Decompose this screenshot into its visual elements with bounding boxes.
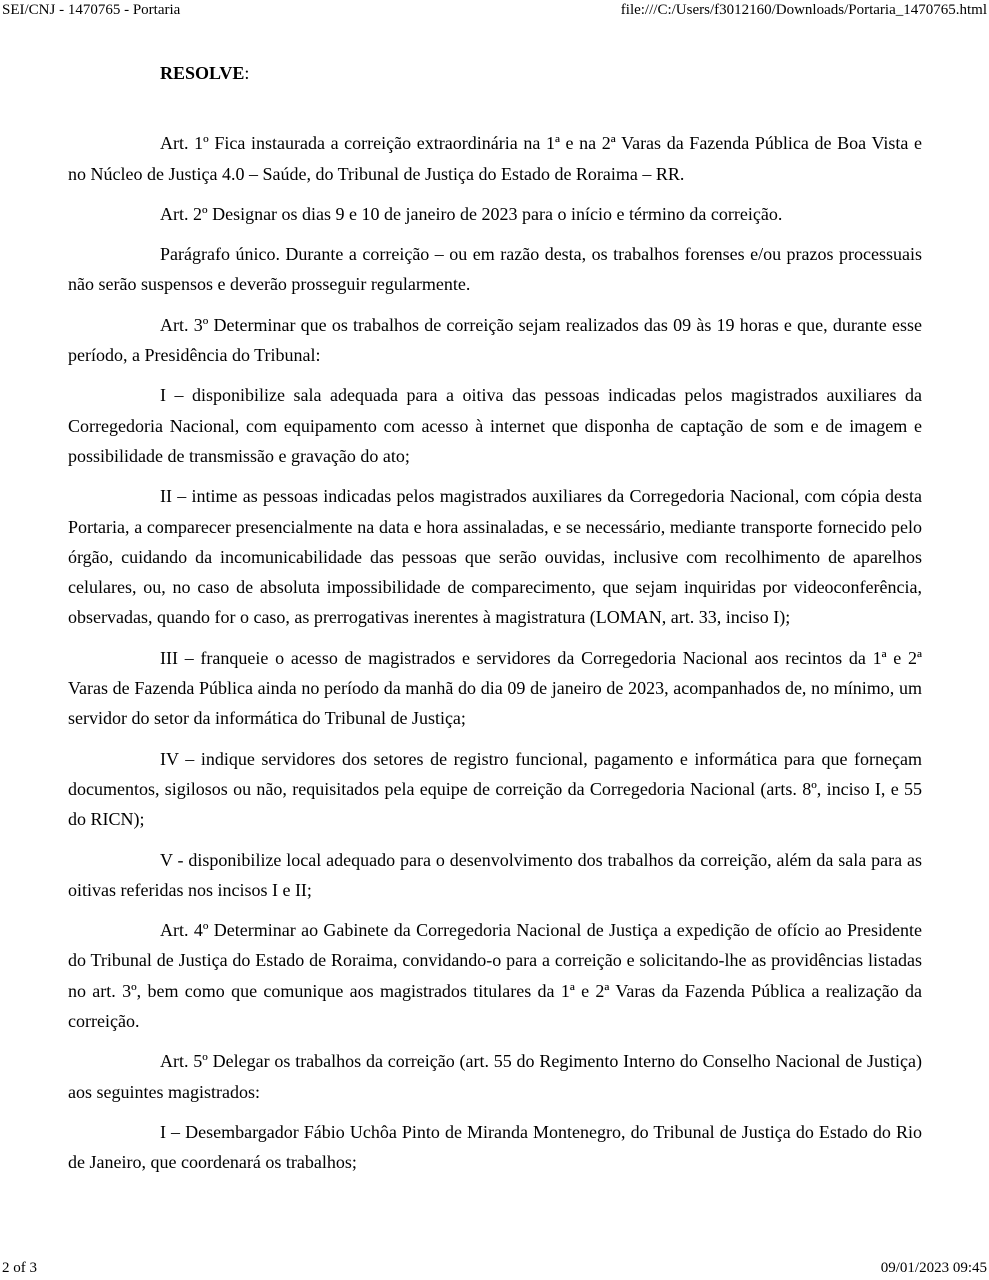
paragraph-art3-inciso-ii: II – intime as pessoas indicadas pelos magistrados auxiliares da Corregedoria Nacional, com cópia desta Portaria, a comparecer presencialmente na data e hora assinaladas, e se necessário, mediante transporte fornecido pelo órgão, cuidando da incomunicabilidade das pessoas que serão ouvidas, inclusive com recolhimento de aparelhos celulares, ou, no caso de absoluta impossibilidade de comparecimento, que sejam inquiridas por videoconferência, observadas, quando for o caso, as prerrogativas inerentes à magistratura (LOMAN, art. 33, inciso I); <box>68 486 922 628</box>
paragraph-art3: Art. 3º Determinar que os trabalhos de correição sejam realizados das 09 às 19 horas e que, durante esse período, a Presidência do Tribunal: <box>68 314 922 366</box>
paragraph-art5: Art. 5º Delegar os trabalhos da correição (art. 55 do Regimento Interno do Conselho Nacional de Justiça) aos seguintes magistrados: <box>68 1051 922 1102</box>
resolve-word: RESOLVE <box>160 63 245 83</box>
page-number: 2 of 3 <box>2 1260 37 1276</box>
paragraph-art4: Art. 4º Determinar ao Gabinete da Corregedoria Nacional de Justiça a expedição de ofício ao Presidente do Tribunal de Justiça do Estado de Roraima, convidando-o para a correição e solicitando-lhe as providências listadas no art. 3º, bem como que comunique aos magistrados titulares da 1ª e 2ª Varas da Fazenda Pública a realização da correição. <box>68 920 922 1032</box>
paragraph-unico: Parágrafo único. Durante a correição – ou em razão desta, os trabalhos forenses e/ou prazos processuais não serão suspensos e deverão prosseguir regularmente. <box>68 244 922 295</box>
paragraph-art2: Art. 2º Designar os dias 9 e 10 de janeiro de 2023 para o início e término da correição. <box>160 203 783 224</box>
page-title: SEI/CNJ - 1470765 - Portaria <box>2 2 181 18</box>
resolve-colon: : <box>244 63 250 83</box>
print-header <box>0 0 989 22</box>
paragraph-art3-inciso-iii: III – franqueie o acesso de magistrados e servidores da Corregedoria Nacional aos recintos da 1ª e 2ª Varas de Fazenda Pública ainda no período da manhã do dia 09 de janeiro de 2023, acompanhados de, no mínimo, um servidor do setor da informática do Tribunal de Justiça; <box>68 647 922 729</box>
paragraph-art1: Art. 1º Fica instaurada a correição extraordinária na 1ª e na 2ª Varas da Fazenda Pública de Boa Vista e no Núcleo de Justiça 4.0 – Saúde, do Tribunal de Justiça do Estado de Roraima – RR. <box>68 133 922 184</box>
file-url: file:///C:/Users/f3012160/Downloads/Portaria_1470765.html <box>620 2 987 18</box>
print-datetime: 09/01/2023 09:45 <box>880 1260 987 1276</box>
document-body <box>68 58 922 1188</box>
resolve-heading <box>68 58 922 88</box>
paragraph-art5-inciso-i: I – Desembargador Fábio Uchôa Pinto de Miranda Montenegro, do Tribunal de Justiça do Estado do Rio de Janeiro, que coordenará os trabalhos; <box>68 1121 922 1173</box>
paragraph-art3-inciso-iv: IV – indique servidores dos setores de registro funcional, pagamento e informática para que forneçam documentos, sigilosos ou não, requisitados pela equipe de correição da Corregedoria Nacional (arts. 8º, inciso I, e 55 do RICN); <box>68 748 922 830</box>
paragraph-art3-inciso-i: I – disponibilize sala adequada para a oitiva das pessoas indicadas pelos magistrados auxiliares da Corregedoria Nacional, com equipamento com acesso à internet que disponha de captação de som e de imagem e possibilidade de transmissão e gravação do ato; <box>68 385 922 466</box>
paragraph-art3-inciso-v: V - disponibilize local adequado para o desenvolvimento dos trabalhos da correição, além da sala para as oitivas referidas nos incisos I e II; <box>68 849 922 900</box>
print-footer <box>0 1258 989 1280</box>
